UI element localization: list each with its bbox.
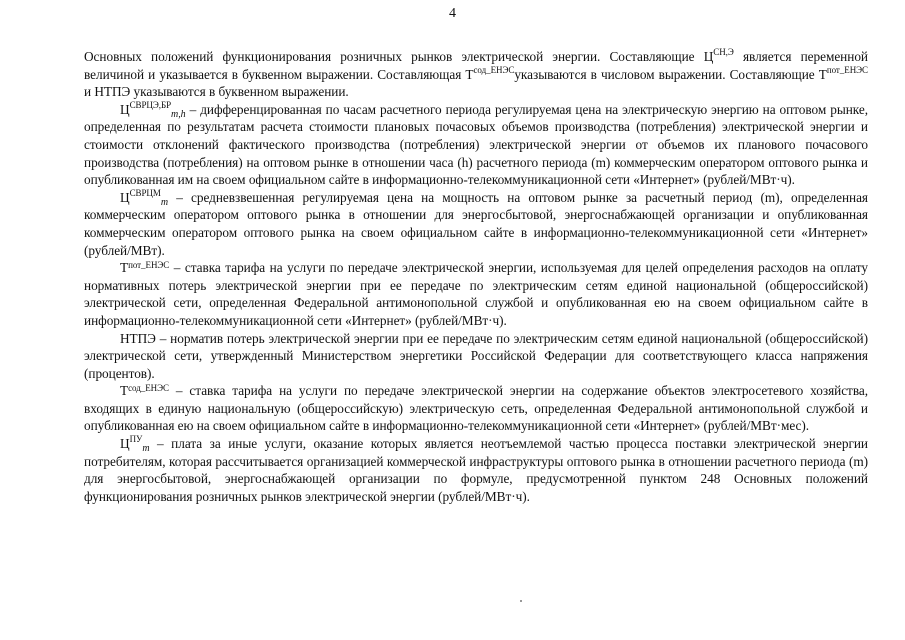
symbol-pu: $Ц^{ПУ}_m$ <box>120 434 150 455</box>
intro-text-b: является переменной величиной и указывается в буквенном выражении. Составляющая <box>84 49 868 82</box>
symbol-t-pot: $Т^{пот\_ЕНЭС}$ <box>818 64 869 82</box>
paragraph-pu <box>84 435 868 505</box>
symbol-t-sod-def: $Т^{сод\_ЕНЭС}$ <box>120 383 169 399</box>
page-number: 4 <box>449 6 456 21</box>
definition-ntpe: НТПЭ – норматив потерь электрической энергии при ее передаче по электрическим сетям единой национальной (общероссийской) электрической сети, утвержденный Министерством энергетики Российской Федерации для соответствующего класса напряжения (процентов). <box>84 330 868 381</box>
definition-svrcm: – средневзвешенная регулируемая цена на мощность на оптовом рынке за расчетный период (m), определенная коммерческим оператором оптового рынка в отношении для энергосбытовой, энергоснабжающей организации и опубликованная коммерческим оператором оптового рынка на своем официальном сайте в информационно-телекоммуникационной сети «Интернет» (рублей/МВт). <box>84 189 868 258</box>
paragraph-intro <box>84 48 868 101</box>
intro-text-d: и НТПЭ указываются в буквенном выражении. <box>84 84 349 100</box>
definition-svrce: – дифференцированная по часам расчетного периода регулируемая цена на электрическую энергию на оптовом рынке, определенная по результатам расчета стоимости плановых почасовых объемов производства (потребления) электрической энергии и стоимости отклонений фактического производства (потребления) электрической энергии от объемов их планового почасового производства (потребления) на оптовом рынке в отношении часа (h) расчетного периода (m) коммерческим оператором оптового рынка и опубликованная им на своем официальном сайте в информационно-телекоммуникационной сети «Интернет» (рублей/МВт·ч). <box>84 101 868 188</box>
definition-t-pot: – ставка тарифа на услуги по передаче электрической энергии, используемая для целей определения расходов на оплату нормативных потерь электрической энергии при ее передаче по электрическим сетям единой национальной (общероссийской) электрической сети, определенная Федеральной антимонопольной службой и опубликованная ею на своем официальном сайте в информационно-телекоммуникационной сети «Интернет» (рублей/МВт·ч). <box>84 260 868 328</box>
symbol-c-sn: $Ц^{СН,Э}$ <box>703 47 734 64</box>
intro-text-a: Основных положений функционирования розничных рынков электрической энергии. Составляющие <box>84 49 704 64</box>
paragraph-ntpe <box>84 330 868 383</box>
paragraph-svrcm <box>84 189 868 259</box>
paragraph-t-sod <box>84 382 868 435</box>
paragraph-svrce <box>84 101 868 189</box>
symbol-svrcm: $Ц^{СВРЦМ}_m$ <box>120 187 168 208</box>
intro-text-c: указываются в числовом выражении. Составляющие <box>514 66 819 82</box>
symbol-t-pot-def: $Т^{пот\_ЕНЭС}$ <box>120 260 170 276</box>
symbol-svrce: $Ц^{СВРЦЭ,БР}_{m,h}$ <box>120 99 186 120</box>
definition-pu: – плата за иные услуги, оказание которых является неотъемлемой частью процесса поставки электрической энергии потребителям, которая рассчитывается организацией коммерческой инфраструктуры оптового рынка в отношении расчетного периода (m) для энергосбытовой, энергоснабжающей организации по формуле, предусмотренной пунктом 248 Основных положений функционирования розничных рынков электрической энергии (рублей/МВт·ч). <box>84 436 868 504</box>
document-body <box>84 48 868 505</box>
paragraph-t-pot <box>84 259 868 329</box>
definition-t-sod: – ставка тарифа на услуги по передаче электрической энергии на содержание объектов электросетевого хозяйства, входящих в единую национальную (общероссийскую) электрическую сеть, определенная Федеральной антимонопольной службой и опубликованная ею на своем официальном сайте в информационно-телекоммуникационной сети «Интернет» (рублей/МВт·мес). <box>84 383 868 434</box>
scan-speck <box>520 600 522 602</box>
symbol-t-sod: $Т^{сод\_ЕНЭС}$ <box>465 64 515 82</box>
